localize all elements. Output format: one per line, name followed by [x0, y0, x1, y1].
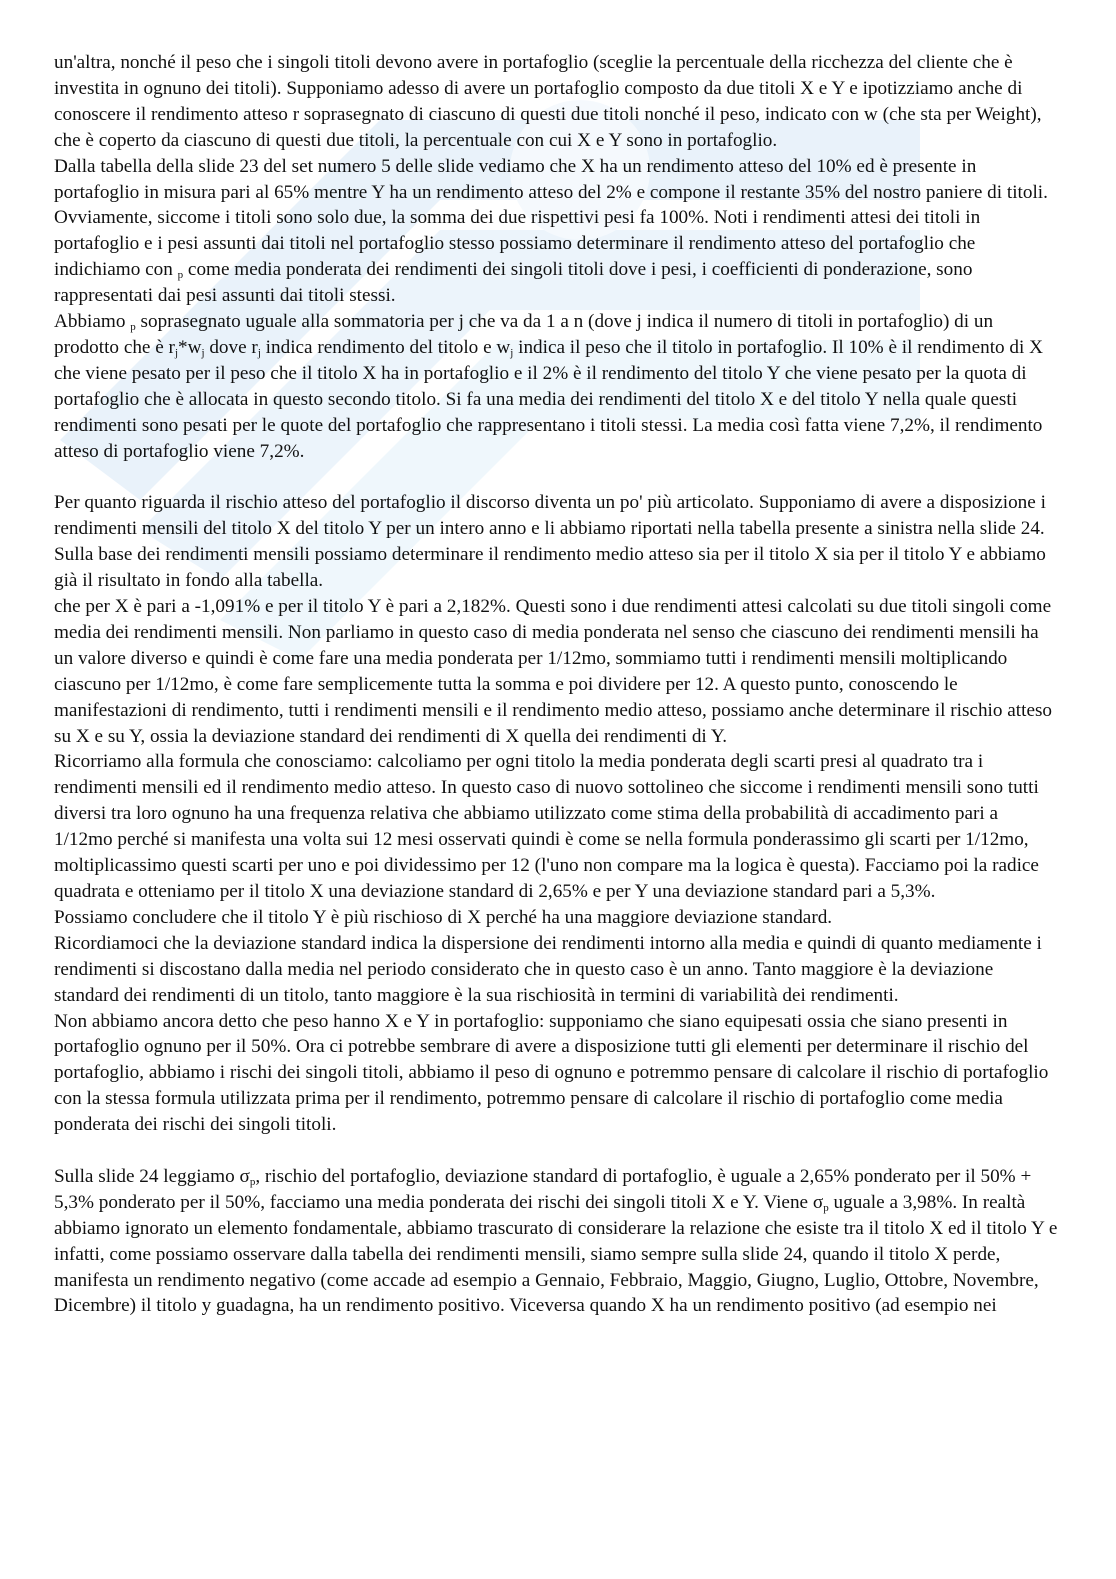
text-run: soprasegnato uguale alla sommatoria per j che va da 1 a n (dove j indica il numero di titoli in portafoglio) di un prodotto che è r	[54, 311, 994, 358]
text-run: Possiamo concludere che il titolo Y è più rischioso di X perché ha una maggiore deviazione standard.	[54, 906, 833, 928]
subscript: j	[257, 346, 261, 359]
subscript: j	[510, 346, 514, 359]
subscript: p	[823, 1201, 829, 1214]
text-run: Dalla tabella della slide 23 del set numero 5 delle slide vediamo che X ha un rendimento atteso del 10% ed è presente in portafoglio in misura pari al 65% mentre Y ha un rendimento atteso del 2% e compone il restante 35% del nostro paniere di titoli. Ovviamente, siccome i titoli sono solo due, la somma dei due rispettivi pesi fa 100%. Noti i rendimenti attesi dei titoli in portafoglio e i pesi assunti dai titoli nel portafoglio stesso possiamo determinare il rendimento atteso del portafoglio che indichiamo con	[54, 155, 1048, 281]
text-run: come media ponderata dei rendimenti dei singoli titoli dove i pesi, i coefficienti di ponderazione, sono rappresentati dai pesi assunti dai titoli stessi.	[54, 259, 973, 307]
text-run: dove r	[204, 336, 258, 358]
subscript: j	[174, 346, 179, 359]
text-run: Abbiamo	[54, 311, 131, 333]
text-run: uguale a 3,98%. In realtà abbiamo ignorato un elemento fondamentale, abbiamo trascurato di considerare la relazione che esiste tra il titolo X ed il titolo Y e infatti, come possiamo osservare dalla tabella dei rendimenti mensili, siamo sempre sulla slide 24, quando il titolo X perde, manifesta un rendimento negativo (come accade ad esempio a Gennaio, Febbraio, Maggio, Giugno, Luglio, Ottobre, Novembre, Dicembre) il titolo y guadagna, ha un rendimento positivo. Viceversa quando X ha un rendimento positivo (ad esempio nei	[54, 1191, 1058, 1317]
paragraph-gap	[54, 1138, 1059, 1164]
body-paragraph	[54, 154, 1059, 309]
text-run: Per quanto riguarda il rischio atteso del portafoglio il discorso diventa un po' più articolato. Supponiamo di avere a disposizione i rendimenti mensili del titolo X del titolo Y per un intero anno e li abbiamo riportati nella tabella presente a sinistra nella slide 24. Sulla base dei rendimenti mensili possiamo determinare il rendimento medio atteso sia per il titolo X sia per il titolo Y e abbiamo già il risultato in fondo alla tabella.	[54, 492, 1046, 592]
text-run: Non abbiamo ancora detto che peso hanno X e Y in portafoglio: supponiamo che siano equipesati ossia che siano presenti in portafoglio ognuno per il 50%. Ora ci potrebbe sembrare di avere a disposizione tutti gli elementi per determinare il rischio del portafoglio, abbiamo i rischi dei singoli titoli, abbiamo il peso di ognuno e potremmo pensare di calcolare il rischio di portafoglio con la stessa formula utilizzata prima per il rendimento, potremmo pensare di calcolare il rischio di portafoglio come media ponderata dei rischi dei singoli titoli.	[54, 1010, 1049, 1136]
body-paragraph	[54, 50, 1059, 154]
body-paragraph	[54, 749, 1059, 904]
paragraph-gap	[54, 465, 1059, 491]
text-run: un'altra, nonché il peso che i singoli titoli devono avere in portafoglio (sceglie la percentuale della ricchezza del cliente che è investita in ognuno dei titoli). Supponiamo adesso di avere un portafoglio composto da due titoli X e Y e ipotizziamo anche di conoscere il rendimento atteso r soprasegnato di ciascuno di questi due titoli nonché il peso, indicato con w (che sta per Weight), che è coperto da ciascuno di questi due titoli, la percentuale con cui X e Y sono in portafoglio.	[54, 52, 1042, 151]
text-run: indica rendimento del titolo e w	[260, 336, 511, 358]
subscript: p	[130, 321, 136, 334]
text-run: Ricorriamo alla formula che conosciamo: calcoliamo per ogni titolo la media ponderata degli scarti presi al quadrato tra i rendimenti mensili ed il rendimento medio atteso. In questo caso di nuovo sottolineo che siccome i rendimenti mensili sono tutti diversi tra loro ognuno ha una frequenza relativa che abbiamo utilizzato come stima della probabilità di accadimento pari a 1/12mo perché si manifesta una volta sui 12 mesi osservati quindi è come se nella formula ponderassimo gli scarti per 1/12mo, moltiplicassimo questi scarti per uno e poi dividessimo per 12 (l'uno non compare ma la logica è questa). Facciamo poi la radice quadrata e otteniamo per il titolo X una deviazione standard di 2,65% e per Y una deviazione standard pari a 5,3%.	[54, 751, 1039, 902]
body-paragraph	[54, 931, 1059, 1009]
text-run: indica il peso che il titolo in portafoglio. Il 10% è il rendimento di X che viene pesato per il peso che il titolo X ha in portafoglio e il 2% è il rendimento del titolo Y che viene pesato per la quota di portafoglio che è allocata in questo secondo titolo. Si fa una media dei rendimenti del titolo X e del titolo Y nella quale questi rendimenti sono pesati per le quote del portafoglio che rappresentano i titoli stessi. La media così fatta viene 7,2%, il rendimento atteso di portafoglio viene 7,2%.	[54, 336, 1043, 462]
document-page	[54, 50, 1059, 1319]
body-paragraph	[54, 594, 1059, 749]
body-paragraph	[54, 490, 1059, 594]
text-run: *w	[178, 336, 202, 358]
text-run: Ricordiamoci che la deviazione standard indica la dispersione dei rendimenti intorno alla media e quindi di quanto mediamente i rendimenti si discostano dalla media nel periodo considerato che in questo caso è un anno. Tanto maggiore è la deviazione standard dei rendimenti di un titolo, tanto maggiore è la sua rischiosità in termini di variabilità dei rendimenti.	[54, 932, 1042, 1006]
text-run: , rischio del portafoglio, deviazione standard di portafoglio, è uguale a 2,65% ponderato per il 50% + 5,3% ponderato per il 50%, facciamo una media ponderata dei rischi dei singoli titoli X e Y. Viene σ	[54, 1165, 1032, 1213]
body-paragraph	[54, 1164, 1059, 1319]
body-paragraph	[54, 905, 1059, 931]
body-paragraph	[54, 309, 1059, 464]
subscript: p	[249, 1175, 256, 1188]
body-paragraph	[54, 1009, 1059, 1139]
subscript: p	[177, 269, 184, 282]
text-run: Sulla slide 24 leggiamo σ	[54, 1165, 250, 1187]
text-run: che per X è pari a -1,091% e per il titolo Y è pari a 2,182%. Questi sono i due rendimenti attesi calcolati su due titoli singoli come media dei rendimenti mensili. Non parliamo in questo caso di media ponderata nel senso che ciascuno dei rendimenti mensili ha un valore diverso e quindi è come fare una media ponderata per 1/12mo, sommiamo tutti i rendimenti mensili moltiplicando ciascuno per 1/12mo, è come fare semplicemente tutta la somma e poi dividere per 12. A questo punto, conoscendo le manifestazioni di rendimento, tutti i rendimenti mensili e il rendimento medio atteso, possiamo anche determinare il rischio atteso su X e su Y, ossia la deviazione standard dei rendimenti di X quella dei rendimenti di Y.	[54, 596, 1053, 747]
subscript: j	[201, 346, 205, 359]
